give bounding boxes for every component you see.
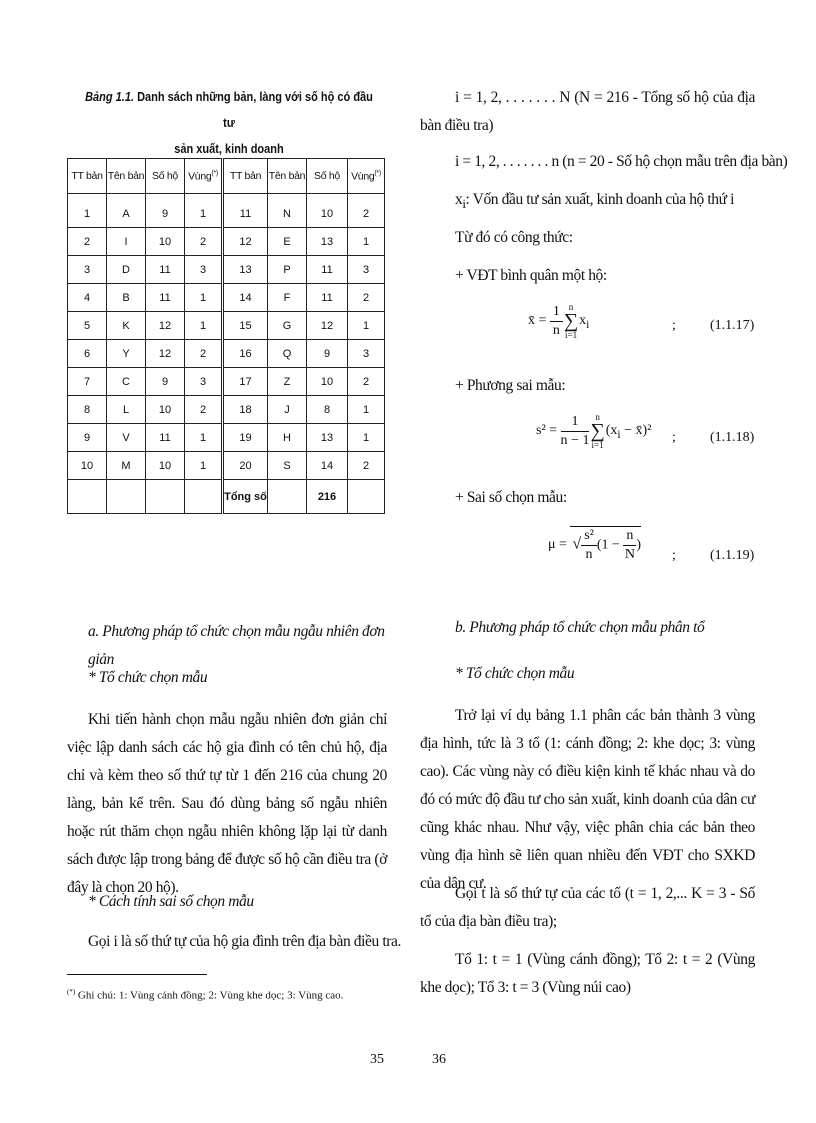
table-cell: 2 <box>185 340 223 368</box>
error-frac-outer <box>581 527 597 564</box>
table-cell: 1 <box>185 194 223 228</box>
table-cell: 3 <box>185 256 223 284</box>
table-cell: 1 <box>348 228 385 256</box>
mean-sum-symbol: ∑ <box>563 310 579 332</box>
table-cell: J <box>268 396 307 424</box>
table-total-empty-cell <box>185 480 223 514</box>
formula-mean <box>528 302 589 340</box>
table-cell: I <box>107 228 146 256</box>
table-header-7: Số hộ <box>307 159 348 194</box>
table-total-row <box>68 480 385 514</box>
table-cell: N <box>268 194 307 228</box>
table-cell: F <box>268 284 307 312</box>
table-cell: 11 <box>223 194 268 228</box>
table-cell: L <box>107 396 146 424</box>
table-cell: 12 <box>146 340 185 368</box>
table-cell: 13 <box>307 228 348 256</box>
radical-sign-icon: √ <box>572 535 582 553</box>
table-cell: E <box>268 228 307 256</box>
table-cell: 11 <box>307 256 348 284</box>
table-cell: 11 <box>146 284 185 312</box>
table-cell: 9 <box>307 340 348 368</box>
error-label: + Sai số chọn mẫu: <box>455 489 567 506</box>
table-cell: 1 <box>68 194 107 228</box>
table-cell: S <box>268 452 307 480</box>
table-cell: 2 <box>348 194 385 228</box>
table-cell: K <box>107 312 146 340</box>
table-cell: 9 <box>146 194 185 228</box>
sub-heading-stratified: * Tổ chức chọn mẫu <box>455 665 575 682</box>
error-frac-inner <box>623 527 636 564</box>
formula-intro: Từ đó có công thức: <box>455 229 573 246</box>
section-b-heading: b. Phương pháp tổ chức chọn mẫu phân tổ <box>455 619 705 636</box>
variance-frac-den: n − 1 <box>560 432 590 448</box>
table-cell: Q <box>268 340 307 368</box>
table-header-3: Số hộ <box>146 159 185 194</box>
mean-label: + VĐT bình quân một hộ: <box>455 267 607 284</box>
variance-sum <box>590 412 604 450</box>
table-cell: 12 <box>307 312 348 340</box>
table-cell: C <box>107 368 146 396</box>
table-cell: 1 <box>348 312 385 340</box>
mean-separator: ; <box>672 318 676 333</box>
table-cell: 4 <box>68 284 107 312</box>
variable-description: : Vốn đầu tư sản xuất, kinh doanh của hộ thứ i <box>465 191 735 208</box>
mean-term-sub: i <box>586 318 590 332</box>
table-cell: 6 <box>68 340 107 368</box>
mean-term: x <box>579 313 587 329</box>
table-cell: 1 <box>348 424 385 452</box>
sub-heading-organize-sampling: * Tổ chức chọn mẫu <box>88 669 208 686</box>
error-paren-open: (1 − <box>596 537 620 553</box>
table-header-8: Vùng(*) <box>348 159 385 194</box>
table-header-row <box>68 159 385 194</box>
table-cell: 20 <box>223 452 268 480</box>
table-cell: 11 <box>307 284 348 312</box>
table-cell: 1 <box>185 424 223 452</box>
mean-frac-den: n <box>552 322 560 338</box>
table-cell: 1 <box>185 312 223 340</box>
table-row <box>68 194 385 228</box>
table-total-empty-cell <box>348 480 385 514</box>
table-cell: 2 <box>348 368 385 396</box>
table-cell: 19 <box>223 424 268 452</box>
footnote-text: Ghi chú: 1: Vùng cánh đồng; 2: Vùng khe dọc; 3: Vùng cao. <box>77 989 344 1002</box>
table-cell: B <box>107 284 146 312</box>
table-cell: M <box>107 452 146 480</box>
table-row <box>68 312 385 340</box>
table-cell: D <box>107 256 146 284</box>
variance-fraction <box>561 413 590 450</box>
variance-sum-top: n <box>595 412 600 422</box>
variance-frac-num: 1 <box>561 413 590 432</box>
eq-number-1-1-19: (1.1.19) <box>710 548 755 563</box>
error-radical <box>570 526 641 564</box>
error-paren-close: ) <box>636 537 642 553</box>
table-total-empty-cell <box>146 480 185 514</box>
variable-definition <box>455 186 734 218</box>
table-row <box>68 340 385 368</box>
table-cell: P <box>268 256 307 284</box>
table-cell: 11 <box>146 424 185 452</box>
mean-fraction <box>550 303 563 340</box>
table-cell: 2 <box>185 228 223 256</box>
table-total-empty-cell <box>268 480 307 514</box>
table-cell: 1 <box>185 284 223 312</box>
table-caption <box>84 84 374 162</box>
variance-sum-symbol: ∑ <box>590 420 605 442</box>
table-cell: 5 <box>68 312 107 340</box>
variable-symbol: x <box>455 191 463 208</box>
table-row <box>68 424 385 452</box>
table-cell: 1 <box>348 396 385 424</box>
formula-variance <box>536 412 651 450</box>
variance-sum-bottom: i=1 <box>591 440 604 450</box>
mean-sum-bottom: i=1 <box>565 330 578 340</box>
table-body <box>68 194 385 514</box>
table-cell: 15 <box>223 312 268 340</box>
paragraph-strata-list: Tổ 1: t = 1 (Vùng cánh đồng); Tổ 2: t = 2 (Vùng khe dọc); Tổ 3: t = 3 (Vùng núi cao) <box>420 951 755 996</box>
table-cell: G <box>268 312 307 340</box>
paragraph-stratified: Trở lại ví dụ bảng 1.1 phân các bản thành 3 vùng địa hình, tức là 3 tổ (1: cánh đồng; 2: khe dọc; 3: vùng cao). Các vùng này có điều kiện kinh tế khác nhau và do đó có mức độ đầu tư cho sản xuất, kinh doanh của dân cư cũng khác nhau. Như vậy, việc phân chia các bản theo vùng địa hình sẽ liên quan nhiều đến VĐT cho SXKD của dân cư. <box>420 707 755 892</box>
error-inner-num: n <box>623 527 636 546</box>
table-cell: 10 <box>307 368 348 396</box>
eq-number-1-1-17: (1.1.17) <box>710 318 755 333</box>
table-cell: 9 <box>68 424 107 452</box>
table-total-empty-cell <box>107 480 146 514</box>
table-header-1: TT bản <box>68 159 107 194</box>
table-row <box>68 452 385 480</box>
paragraph-simple-random-sampling: Khi tiến hành chọn mẫu ngẫu nhiên đơn giản chỉ việc lập danh sách các hộ gia đình có tên chủ hộ, địa chỉ và kèm theo số thứ tự từ 1 đến 216 của chung 20 làng, bản kể trên. Sau đó dùng bảng số ngẫu nhiên hoặc rút thăm chọn ngẫu nhiên không lặp lại từ danh sách được lập trong bảng để được số hộ cần điều tra (ở đây là chọn 20 hộ). <box>67 711 387 896</box>
table-cell: 10 <box>146 452 185 480</box>
mean-sum-top: n <box>568 302 574 312</box>
table-cell: 8 <box>68 396 107 424</box>
table-cell: 12 <box>223 228 268 256</box>
table-cell: 14 <box>307 452 348 480</box>
table-header-2: Tên bản <box>107 159 146 194</box>
table-cell: 10 <box>146 396 185 424</box>
table-cell: 13 <box>223 256 268 284</box>
table-caption-title: Danh sách những bản, làng với số hộ có đầu tư <box>134 90 373 130</box>
section-a-heading: a. Phương pháp tổ chức chọn mẫu ngẫu nhiên đơn giản <box>88 623 385 668</box>
footnote-rule <box>67 974 207 975</box>
villages-table <box>67 158 385 514</box>
table-row <box>68 284 385 312</box>
page-number-left: 35 <box>370 1052 384 1067</box>
table-cell: 1 <box>185 452 223 480</box>
footnote <box>67 988 343 1002</box>
table-cell: 3 <box>348 256 385 284</box>
table-cell: 16 <box>223 340 268 368</box>
table-caption-label: Bảng 1.1. <box>85 90 135 104</box>
table-cell: 13 <box>307 424 348 452</box>
table-cell: 2 <box>185 396 223 424</box>
table-total-label: Tổng số <box>223 480 268 514</box>
footnote-mark: (*) <box>67 988 76 996</box>
table-cell: H <box>268 424 307 452</box>
table-cell: A <box>107 194 146 228</box>
eq-number-1-1-18: (1.1.18) <box>710 430 755 445</box>
table-header-5: TT bản <box>223 159 268 194</box>
error-frac-num: s² <box>581 527 597 546</box>
table-cell: 3 <box>185 368 223 396</box>
table-cell: 2 <box>348 284 385 312</box>
table-cell: V <box>107 424 146 452</box>
error-frac-den: n <box>585 547 593 562</box>
table-cell: 17 <box>223 368 268 396</box>
table-row <box>68 256 385 284</box>
error-separator: ; <box>672 548 676 563</box>
variance-lhs: s² = <box>536 423 558 439</box>
table-cell: Y <box>107 340 146 368</box>
table-cell: 3 <box>348 340 385 368</box>
variance-term-sub: i <box>617 428 621 442</box>
table-cell: 10 <box>68 452 107 480</box>
sub-heading-sampling-error: * Cách tính sai số chọn mẫu <box>88 893 254 910</box>
variable-subscript: i <box>462 196 466 212</box>
table-cell: Z <box>268 368 307 396</box>
table-cell: 7 <box>68 368 107 396</box>
table-total-value: 216 <box>307 480 348 514</box>
variance-label: + Phương sai mẫu: <box>455 377 566 394</box>
index-range-line-2: i = 1, 2, . . . . . . . n (n = 20 - Số hộ chọn mẫu trên địa bàn) <box>455 153 788 170</box>
mean-sum <box>564 302 578 340</box>
error-lhs: μ = <box>548 537 567 553</box>
variance-term-open: (x <box>605 423 618 439</box>
paragraph-strata-index: Gọi t là số thứ tự của các tổ (t = 1, 2,... K = 3 - Số tổ của địa bàn điều tra); <box>420 885 755 930</box>
variance-separator: ; <box>672 430 676 445</box>
table-cell: 12 <box>146 312 185 340</box>
table-cell: 10 <box>146 228 185 256</box>
table-cell: 11 <box>146 256 185 284</box>
table-row <box>68 228 385 256</box>
paragraph-household-index: Gọi i là số thứ tự của hộ gia đình trên địa bàn điều tra. <box>88 933 401 950</box>
table-row <box>68 396 385 424</box>
table-total-empty-cell <box>68 480 107 514</box>
table-cell: 2 <box>348 452 385 480</box>
index-range-line-1: i = 1, 2, . . . . . . . N (N = 216 - Tổng số hộ của địa bàn điều tra) <box>420 89 755 134</box>
variance-term-rest: − x̄)² <box>620 423 652 439</box>
table-cell: 18 <box>223 396 268 424</box>
mean-lhs: x̄ = <box>528 313 547 329</box>
table-cell: 9 <box>146 368 185 396</box>
error-inner-den: N <box>624 547 635 562</box>
table-cell: 8 <box>307 396 348 424</box>
page-number-right: 36 <box>432 1052 446 1067</box>
table-cell: 2 <box>68 228 107 256</box>
table-cell: 3 <box>68 256 107 284</box>
table-header-4: Vùng(*) <box>185 159 223 194</box>
mean-frac-num: 1 <box>550 303 563 322</box>
table-caption-title-line2: sản xuất, kinh doanh <box>174 142 284 156</box>
table-cell: 10 <box>307 194 348 228</box>
table-row <box>68 368 385 396</box>
table-cell: 14 <box>223 284 268 312</box>
formula-error <box>548 526 641 564</box>
table-header-6: Tên bản <box>268 159 307 194</box>
